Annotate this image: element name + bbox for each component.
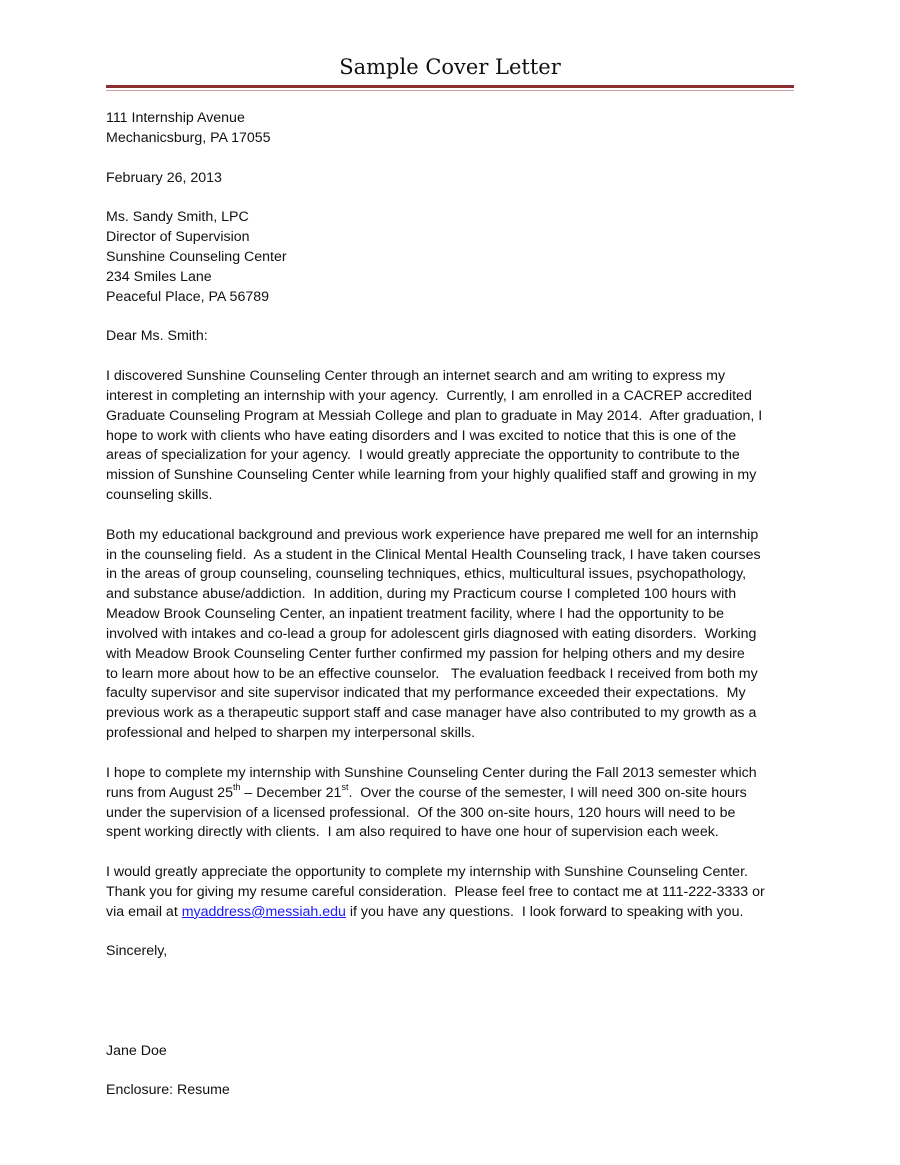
paragraph-line: previous work as a therapeutic support staff and case manager have also contributed to my growth as a (106, 705, 757, 722)
email-prefix-text: via email at (106, 903, 182, 920)
ordinal-suffix: st (341, 781, 349, 792)
salutation-text: Dear Ms. Smith: (106, 328, 208, 345)
paragraph-line: involved with intakes and co-lead a group for adolescent girls diagnosed with eating disorders. Working (106, 625, 757, 642)
signature-space (106, 982, 796, 1042)
enclosure-text: Enclosure: Resume (106, 1082, 230, 1099)
paragraph-line: in the counseling field. As a student in the Clinical Mental Health Counseling track, I have taken courses (106, 546, 761, 563)
date-text: February 26, 2013 (106, 169, 222, 186)
closing (106, 942, 796, 962)
paragraph-line: Both my educational background and previous work experience have prepared me well for an internship (106, 526, 759, 543)
paragraph-line: I would greatly appreciate the opportunity to complete my internship with Sunshine Counseling Center. (106, 864, 748, 881)
dates-text-middle: – December 21 (240, 784, 342, 801)
paragraph-line: areas of specialization for your agency. I would greatly appreciate the opportunity to contribute to the (106, 447, 740, 464)
paragraph-line: Graduate Counseling Program at Messiah College and plan to graduate in May 2014. After graduation, I (106, 407, 763, 424)
signature-name: Jane Doe (106, 1042, 167, 1059)
paragraph-experience (106, 526, 796, 744)
recipient-line: Ms. Sandy Smith, LPC (106, 209, 249, 226)
recipient-line: Peaceful Place, PA 56789 (106, 288, 270, 305)
paragraph-line-with-email (106, 903, 796, 923)
recipient-line: Sunshine Counseling Center (106, 248, 287, 265)
paragraph-line: professional and helped to sharpen my interpersonal skills. (106, 725, 476, 742)
paragraph-line: Thank you for giving my resume careful consideration. Please feel free to contact me at 111-222-3333 or (106, 883, 765, 900)
paragraph-line: I hope to complete my internship with Sunshine Counseling Center during the Fall 2013 semester which (106, 764, 757, 781)
paragraph-line: hope to work with clients who have eating disorders and I was excited to notice that this is one of the (106, 427, 737, 444)
email-suffix-text: if you have any questions. I look forward to speaking with you. (345, 903, 744, 920)
letter-body (106, 109, 796, 1121)
salutation (106, 327, 796, 347)
paragraph-line: to learn more about how to be an effective counselor. The evaluation feedback I received from both my (106, 665, 758, 682)
recipient-address (106, 208, 796, 307)
paragraph-line: Meadow Brook Counseling Center, an inpatient treatment facility, where I had the opportunity to be (106, 606, 725, 623)
dates-text-start: runs from August 25 (106, 784, 233, 801)
sender-address-line: 111 Internship Avenue (106, 110, 245, 126)
paragraph-closing (106, 863, 796, 923)
paragraph-line: under the supervision of a licensed professional. Of the 300 on-site hours, 120 hours will need to be (106, 804, 736, 821)
recipient-line: Director of Supervision (106, 229, 250, 246)
sender-address-line: Mechanicsburg, PA 17055 (106, 129, 271, 146)
paragraph-line: spent working directly with clients. I am also required to have one hour of supervision each week. (106, 824, 719, 841)
paragraph-intro (106, 367, 796, 506)
title-rule-thick (106, 85, 794, 88)
paragraph-line-with-dates (106, 781, 796, 804)
paragraph-line: and substance abuse/addiction. In addition, during my Practicum course I completed 100 hours with (106, 586, 737, 603)
letter-date (106, 169, 796, 189)
ordinal-suffix: th (232, 781, 241, 792)
email-link[interactable]: myaddress@messiah.edu (181, 903, 346, 920)
enclosure (106, 1081, 796, 1101)
paragraph-internship-dates (106, 764, 796, 843)
document-title: Sample Cover Letter (339, 55, 561, 79)
paragraph-line: counseling skills. (106, 487, 213, 504)
paragraph-line: with Meadow Brook Counseling Center further confirmed my passion for helping others and my desire (106, 645, 745, 662)
sender-address (106, 109, 796, 149)
dates-text-end: . Over the course of the semester, I will need 300 on-site hours (348, 784, 747, 801)
title-rule-thin (106, 90, 794, 91)
paragraph-line: I discovered Sunshine Counseling Center through an internet search and am writing to express my (106, 367, 726, 384)
paragraph-line: interest in completing an internship with your agency. Currently, I am enrolled in a CACREP accredited (106, 387, 752, 404)
paragraph-line: in the areas of group counseling, counseling techniques, ethics, multicultural issues, psychopathology, (106, 566, 747, 583)
closing-text: Sincerely, (106, 943, 168, 960)
paragraph-line: mission of Sunshine Counseling Center while learning from your highly qualified staff and growing in my (106, 467, 757, 484)
paragraph-line: faculty supervisor and site supervisor indicated that my performance exceeded their expectations. My (106, 685, 746, 702)
signature (106, 1042, 796, 1062)
recipient-line: 234 Smiles Lane (106, 268, 212, 285)
